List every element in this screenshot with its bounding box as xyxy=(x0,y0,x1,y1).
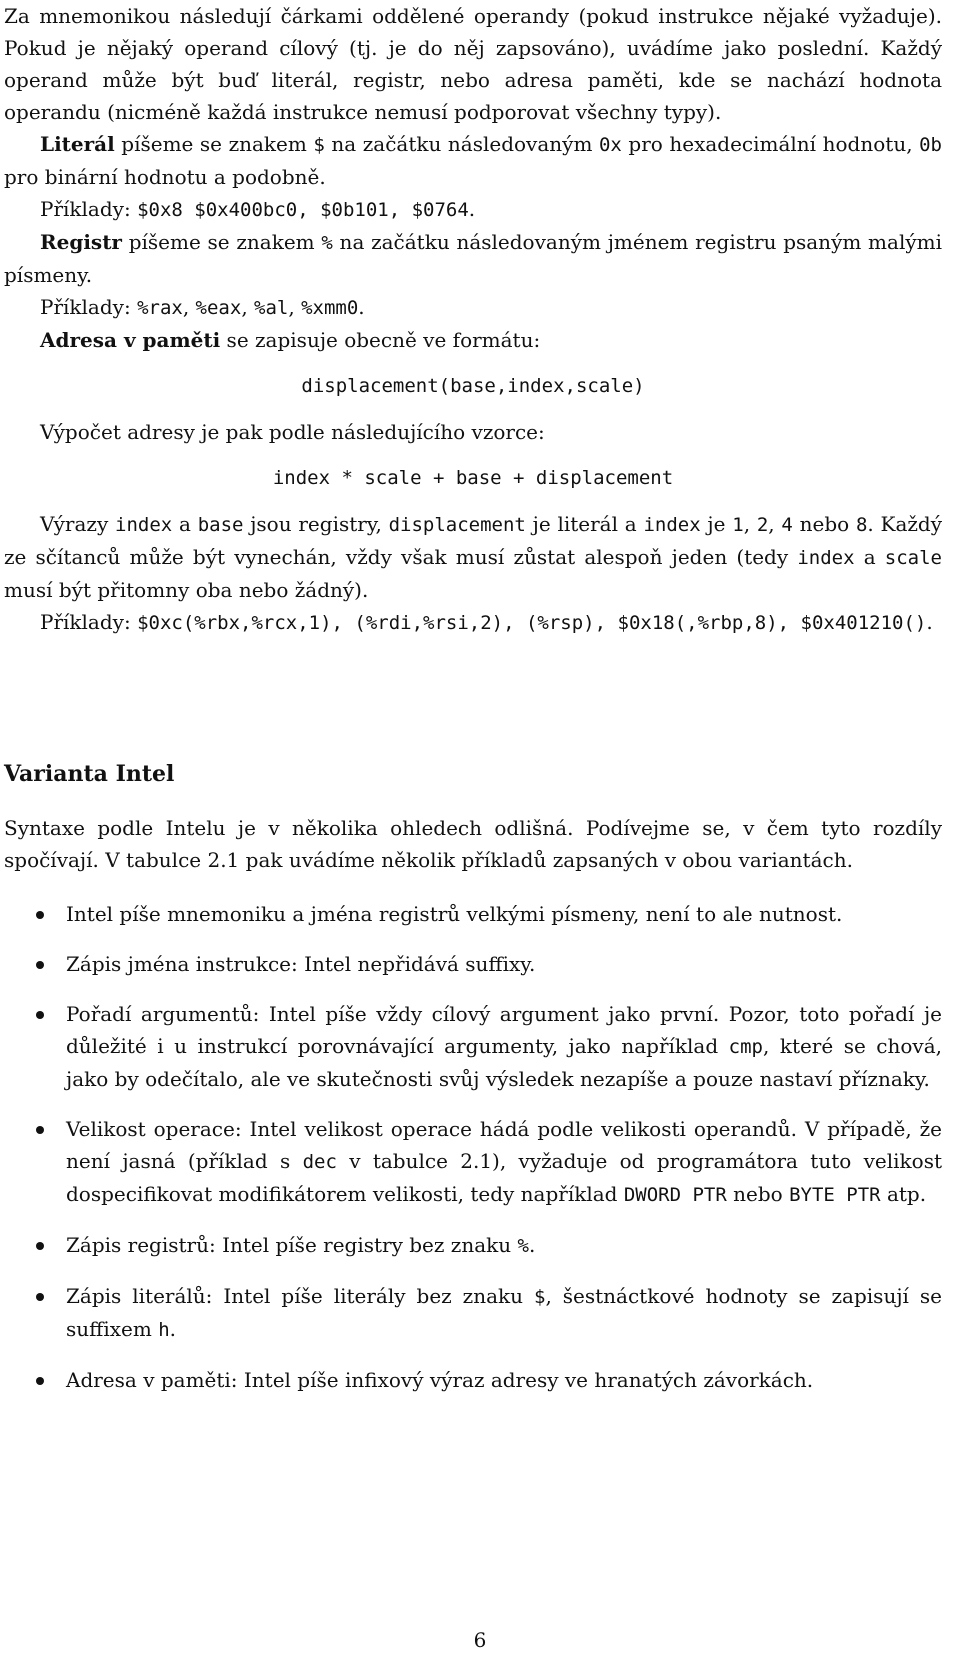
register-example-al: %al xyxy=(254,297,289,319)
address-examples: Příklady: $0xc(%rbx,%rcx,1), (%rdi,%rsi,2), (%rsp), $0x18(,%rbp,8), $0x401210(). xyxy=(40,610,933,634)
bullet-icon xyxy=(36,1377,44,1385)
bin-prefix: 0b xyxy=(919,134,942,156)
address-examples-code: $0xc(%rbx,%rcx,1), (%rdi,%rsi,2), (%rsp), $0x18(,%rbp,8), $0x401210() xyxy=(137,612,927,634)
register-paragraph: Registr píšeme se znakem % na začátku následovaným jménem registru psaným malými písmeny. xyxy=(4,230,943,287)
section-heading: Varianta Intel xyxy=(4,761,175,787)
list-item: Intel píše mnemoniku a jména registrů velkými písmeny, není to ale nutnost. xyxy=(4,898,942,930)
list-item: Zápis literálů: Intel píše literály bez znaku $, šestnáctkové hodnoty se zapisují se suffixem h. xyxy=(4,1280,942,1346)
literal-term: Literál xyxy=(40,132,115,156)
bullet-icon xyxy=(36,1011,44,1019)
intro-paragraph: Za mnemonikou následují čárkami oddělené operandy (pokud instrukce nějaké vyžaduje). Pokud je nějaký operand cílový (tj. je do něj zapsováno), uvádíme jako poslední. Každý operand může být buď literál, registr, nebo adresa paměti, kde se nachází hodnota operandu (nicméně každá instrukce nemusí podporovat všechny typy). xyxy=(4,4,942,124)
bullet-icon xyxy=(36,1126,44,1134)
percent-symbol: % xyxy=(321,232,333,254)
list-item: Zápis registrů: Intel píše registry bez znaku %. xyxy=(4,1229,942,1262)
bullet-icon xyxy=(36,961,44,969)
address-paragraph: Adresa v paměti se zapisuje obecně ve formátu: xyxy=(40,328,541,352)
address-explanation: Výrazy index a base jsou registry, displacement je literál a index je 1, 2, 4 nebo 8. Každý ze sčítanců může být vynechán, vždy však musí zůstat alespoň jeden (tedy index a scale musí být přitomny oba nebo žádný). xyxy=(4,512,943,602)
address-formula: index * scale + base + displacement xyxy=(272,467,674,489)
intel-intro: Syntaxe podle Intelu je v několika ohledech odlišná. Podívejme se, v čem tyto rozdíly spočívají. V tabulce 2.1 pak uvádíme několik příkladů zapsaných v obou variantách. xyxy=(4,816,942,872)
address-term: Adresa v paměti xyxy=(40,328,221,352)
register-term: Registr xyxy=(40,230,122,254)
address-calc-text: Výpočet adresy je pak podle následujícího vzorce: xyxy=(40,420,545,444)
literal-paragraph: Literál píšeme se znakem $ na začátku následovaným 0x pro hexadecimální hodnotu, 0b pro binární hodnotu a podobně. xyxy=(4,132,942,189)
bullet-icon xyxy=(36,1242,44,1250)
dollar-symbol: $ xyxy=(313,134,325,156)
intel-differences-list xyxy=(4,898,942,1396)
bullet-icon xyxy=(36,1293,44,1301)
bullet-icon xyxy=(36,911,44,919)
list-item: Pořadí argumentů: Intel píše vždy cílový argument jako první. Pozor, toto pořadí je důležité i u instrukcí porovnávající argumenty, jako například cmp, které se chová, jako by odečítalo, ale ve skutečnosti svůj výsledek nezapíše a pouze nastaví příznaky. xyxy=(4,998,942,1095)
hex-prefix: 0x xyxy=(598,134,622,156)
body-text-top xyxy=(4,0,942,639)
page-number: 6 xyxy=(473,1628,487,1652)
register-example-xmm0: %xmm0 xyxy=(301,297,359,319)
literal-examples-code: $0x8 $0x400bc0, $0b101, $0764 xyxy=(137,199,469,221)
literal-examples: Příklady: $0x8 $0x400bc0, $0b101, $0764. xyxy=(40,197,476,221)
register-example-rax: %rax xyxy=(137,297,183,319)
address-format: displacement(base,index,scale) xyxy=(301,375,645,397)
register-examples: Příklady: %rax, %eax, %al, %xmm0. xyxy=(40,295,365,319)
register-example-eax: %eax xyxy=(195,297,242,319)
list-item: Velikost operace: Intel velikost operace hádá podle velikosti operandů. V případě, že není jasná (příklad s dec v tabulce 2.1), vyžaduje od programátora tuto velikost dospecifikovat modifikátorem velikosti, tedy například DWORD PTR nebo BYTE PTR atp. xyxy=(4,1113,942,1211)
list-item: Zápis jména instrukce: Intel nepřidává suffixy. xyxy=(4,948,942,980)
list-item: Adresa v paměti: Intel píše infixový výraz adresy ve hranatých závorkách. xyxy=(4,1364,942,1396)
intel-section xyxy=(4,758,942,1414)
